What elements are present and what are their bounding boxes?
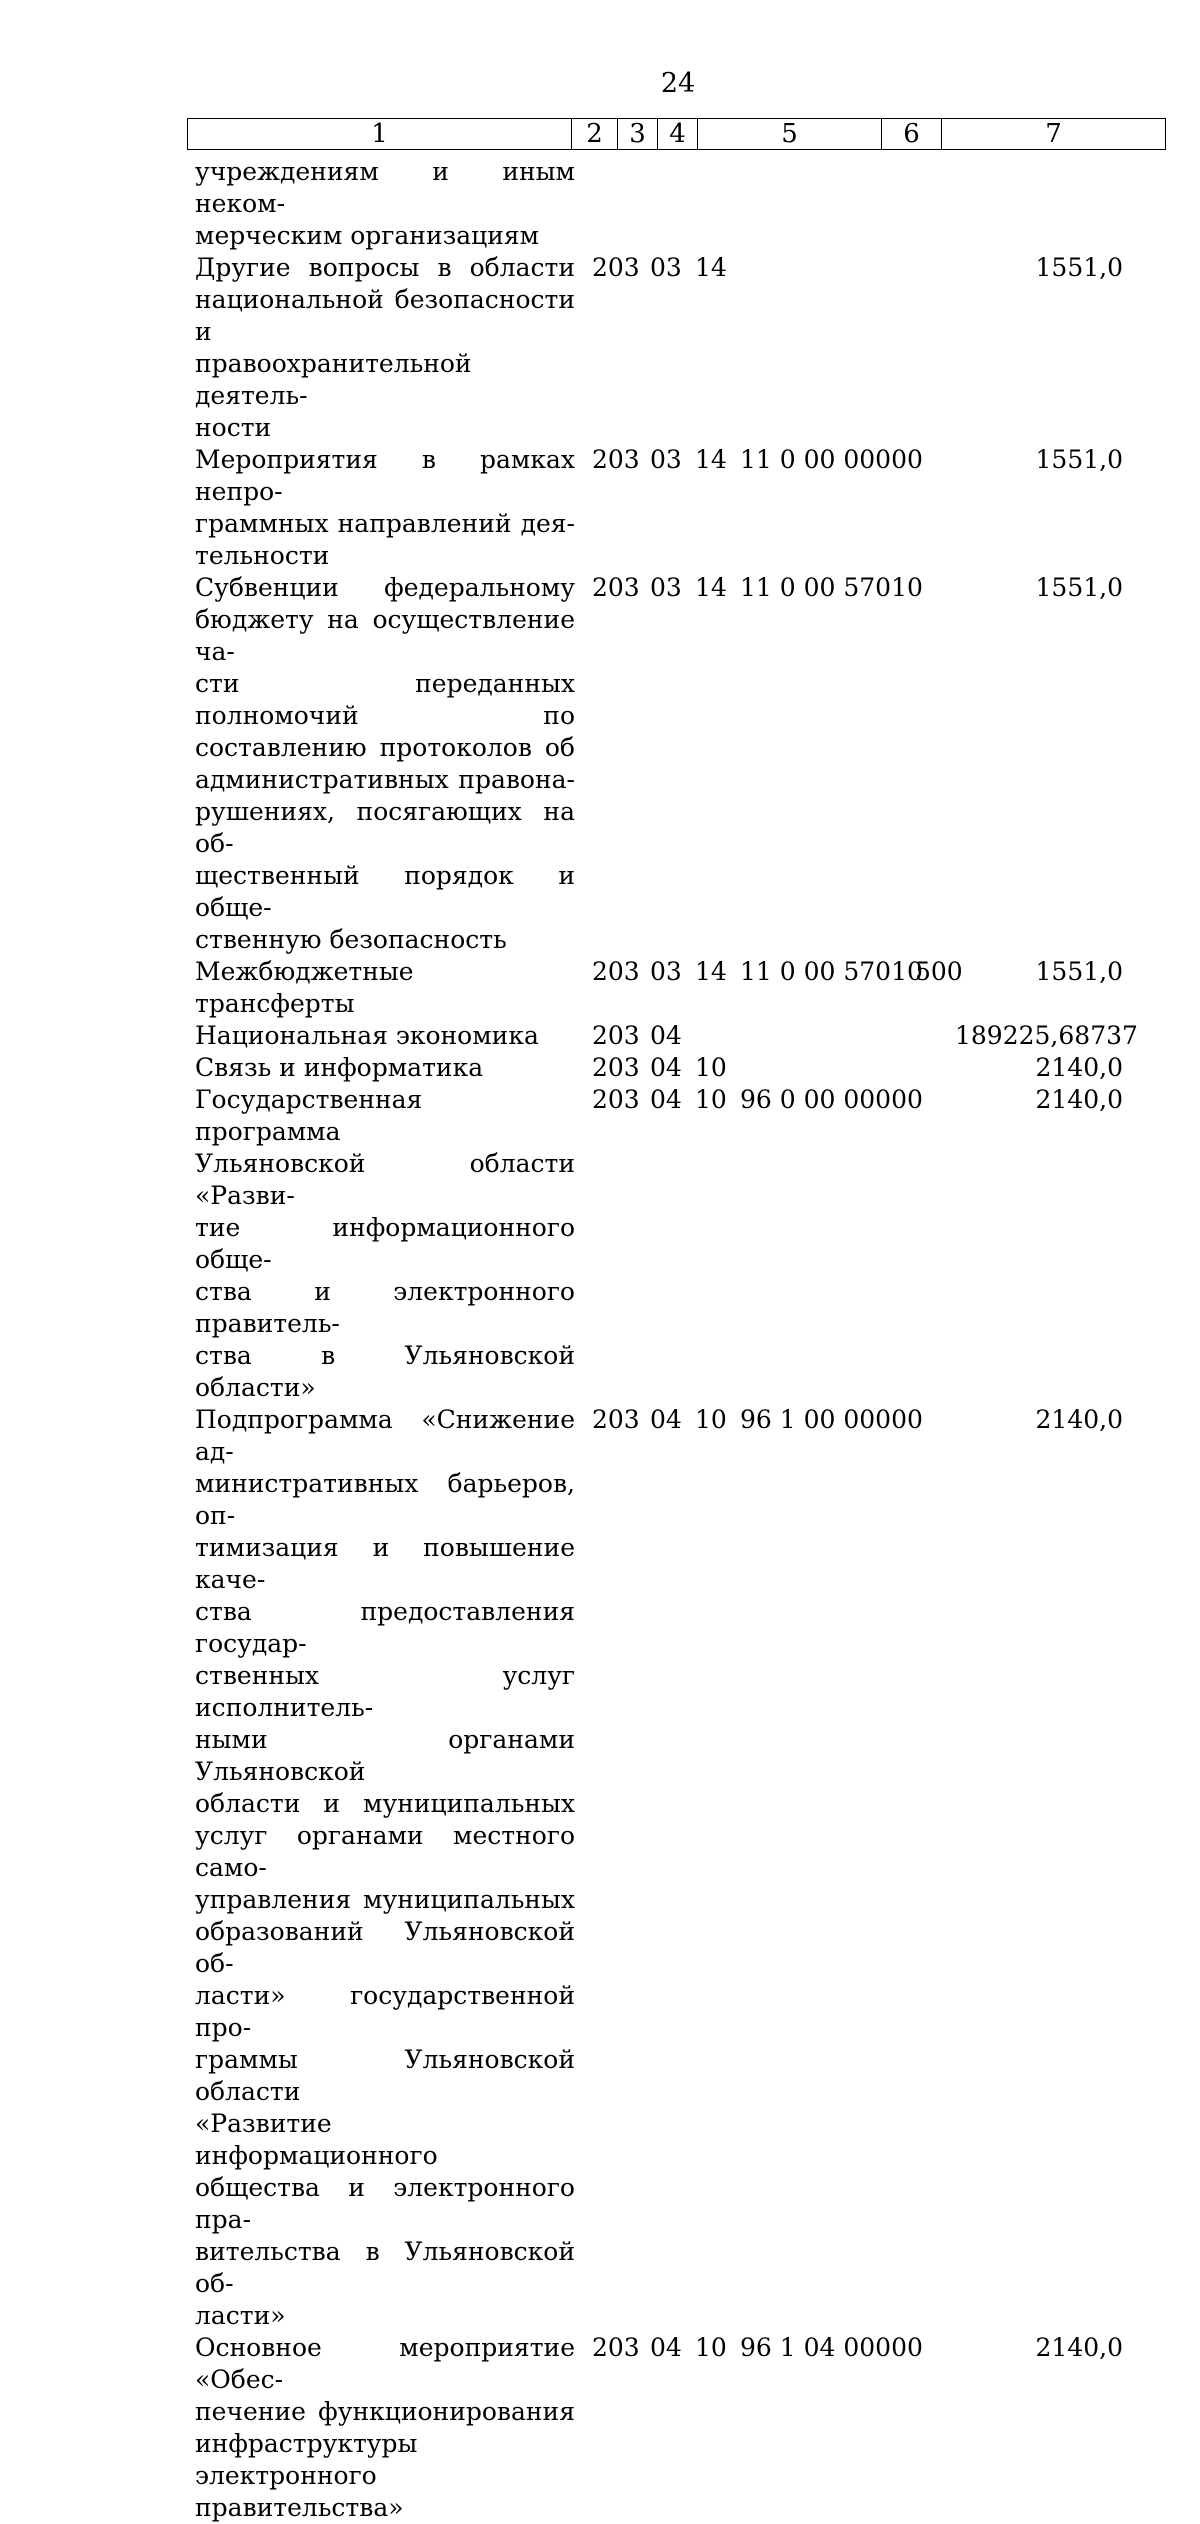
row-name-line: вительства в Ульяновской об- [195, 2237, 575, 2298]
table-row [195, 1084, 1165, 1404]
row-name [195, 156, 575, 252]
row-name [195, 1084, 575, 1404]
row-name-line: национальной безопасности и [195, 285, 575, 346]
row-cell-5: 11 0 00 00000 [740, 445, 923, 474]
table-row [195, 1020, 1165, 1052]
row-cell-3: 03 [650, 253, 682, 282]
column-header-2: 2 [572, 119, 618, 150]
row-name-line: ства в Ульяновской области» [195, 1341, 575, 1402]
table-row [195, 1052, 1165, 1084]
row-name-line: общества и электронного пра- [195, 2173, 575, 2234]
row-cell-4: 14 [695, 573, 727, 602]
row-name-line: Связь и информатика [195, 1053, 484, 1082]
row-cell-5: 11 0 00 57010 [740, 957, 923, 986]
table-row [195, 572, 1165, 956]
table-row [195, 956, 1165, 1020]
row-name [195, 572, 575, 956]
row-name-line: тимизация и повышение каче- [195, 1533, 575, 1594]
row-name-line: Межбюджетные трансферты [195, 957, 414, 1018]
row-name-line: Основное мероприятие «Обес- [195, 2333, 575, 2394]
row-name [195, 1020, 575, 1052]
row-name [195, 252, 575, 444]
row-cell-7: 1551,0 [1035, 573, 1123, 602]
row-name-line: Субвенции федеральному [195, 573, 575, 602]
row-name-line: ственную безопасность [195, 925, 507, 954]
row-cell-2: 203 [592, 957, 640, 986]
row-cell-2: 203 [592, 445, 640, 474]
row-name-line: ства предоставления государ- [195, 1597, 575, 1658]
row-name [195, 444, 575, 572]
row-cell-4: 10 [695, 1085, 727, 1114]
budget-table-body [195, 156, 1165, 2524]
row-name-line: ства и электронного правитель- [195, 1277, 575, 1338]
table-row [195, 252, 1165, 444]
row-name-line: граммных направлений дея- [195, 509, 575, 538]
row-cell-2: 203 [592, 2333, 640, 2362]
row-cell-3: 04 [650, 1021, 682, 1050]
row-name-line: ственных услуг исполнитель- [195, 1661, 575, 1722]
column-header-3: 3 [618, 119, 658, 150]
row-cell-7: 1551,0 [1035, 253, 1123, 282]
row-name-line: Другие вопросы в области [195, 253, 575, 282]
row-cell-3: 03 [650, 445, 682, 474]
row-name-line: мерческим организациям [195, 221, 540, 250]
row-name [195, 956, 575, 1020]
row-name-line: ными органами Ульяновской [195, 1725, 575, 1786]
row-name-line: Подпрограмма «Снижение ад- [195, 1405, 575, 1466]
row-name-line: административных правона- [195, 765, 575, 794]
row-cell-3: 03 [650, 573, 682, 602]
row-name-line: министративных барьеров, оп- [195, 1469, 575, 1530]
row-cell-7: 1551,0 [1035, 445, 1123, 474]
row-cell-7: 2140,0 [1035, 1053, 1123, 1082]
row-name-line: Ульяновской области «Разви- [195, 1149, 575, 1210]
row-name-line: щественный порядок и обще- [195, 861, 575, 922]
row-cell-4: 10 [695, 2333, 727, 2362]
row-cell-7: 1551,0 [1035, 957, 1123, 986]
row-cell-2: 203 [592, 1053, 640, 1082]
row-cell-3: 04 [650, 1053, 682, 1082]
row-name-line: граммы Ульяновской области [195, 2045, 575, 2106]
row-cell-7: 2140,0 [1035, 1405, 1123, 1434]
row-name-line: сти переданных полномочий по [195, 669, 575, 730]
row-name-line: учреждениям и иным неком- [195, 157, 575, 218]
row-name-line: ности [195, 413, 272, 442]
row-name-line: области и муниципальных [195, 1789, 575, 1818]
row-cell-4: 14 [695, 445, 727, 474]
row-name-line: тельности [195, 541, 330, 570]
row-name-line: услуг органами местного само- [195, 1821, 575, 1882]
row-cell-5: 96 1 00 00000 [740, 1405, 923, 1434]
table-row [195, 2332, 1165, 2524]
row-name-line: инфраструктуры электронного [195, 2429, 418, 2490]
row-cell-7: 189225,68737 [955, 1021, 1138, 1050]
column-header-table [187, 118, 1166, 150]
row-name-line: «Развитие информационного [195, 2109, 438, 2170]
row-name-line: образований Ульяновской об- [195, 1917, 575, 1978]
page-number: 24 [660, 68, 696, 99]
table-row [195, 1404, 1165, 2332]
row-name-line: ласти» государственной про- [195, 1981, 575, 2042]
row-name-line: ласти» [195, 2301, 286, 2330]
row-name-line: Национальная экономика [195, 1021, 539, 1050]
row-cell-4: 10 [695, 1405, 727, 1434]
row-name [195, 1404, 575, 2332]
row-name-line: рушениях, посягающих на об- [195, 797, 575, 858]
row-cell-5: 96 1 04 00000 [740, 2333, 923, 2362]
row-cell-5: 96 0 00 00000 [740, 1085, 923, 1114]
row-cell-3: 04 [650, 1085, 682, 1114]
row-name-line: управления муниципальных [195, 1885, 575, 1914]
row-cell-2: 203 [592, 1085, 640, 1114]
row-cell-6: 500 [915, 957, 963, 986]
row-cell-4: 14 [695, 253, 727, 282]
row-cell-7: 2140,0 [1035, 2333, 1123, 2362]
row-name-line: бюджету на осуществление ча- [195, 605, 575, 666]
row-name-line: Государственная программа [195, 1085, 423, 1146]
column-header-5: 5 [698, 119, 882, 150]
row-cell-3: 04 [650, 2333, 682, 2362]
table-row [195, 444, 1165, 572]
row-cell-2: 203 [592, 253, 640, 282]
column-header-1: 1 [188, 119, 572, 150]
row-cell-3: 04 [650, 1405, 682, 1434]
row-name-line: печение функционирования [195, 2397, 575, 2426]
row-name-line: составлению протоколов об [195, 733, 575, 762]
row-cell-4: 10 [695, 1053, 727, 1082]
column-header-4: 4 [658, 119, 698, 150]
row-cell-3: 03 [650, 957, 682, 986]
row-name [195, 2332, 575, 2524]
column-header-7: 7 [942, 119, 1166, 150]
row-name-line: правительства» [195, 2493, 404, 2522]
row-cell-7: 2140,0 [1035, 1085, 1123, 1114]
row-name [195, 1052, 575, 1084]
row-name-line: тие информационного обще- [195, 1213, 575, 1274]
row-cell-2: 203 [592, 573, 640, 602]
row-name-line: Мероприятия в рамках непро- [195, 445, 575, 506]
column-header-6: 6 [882, 119, 942, 150]
row-name-line: правоохранительной деятель- [195, 349, 472, 410]
row-cell-2: 203 [592, 1021, 640, 1050]
row-cell-4: 14 [695, 957, 727, 986]
row-cell-2: 203 [592, 1405, 640, 1434]
row-cell-5: 11 0 00 57010 [740, 573, 923, 602]
table-row [195, 156, 1165, 252]
